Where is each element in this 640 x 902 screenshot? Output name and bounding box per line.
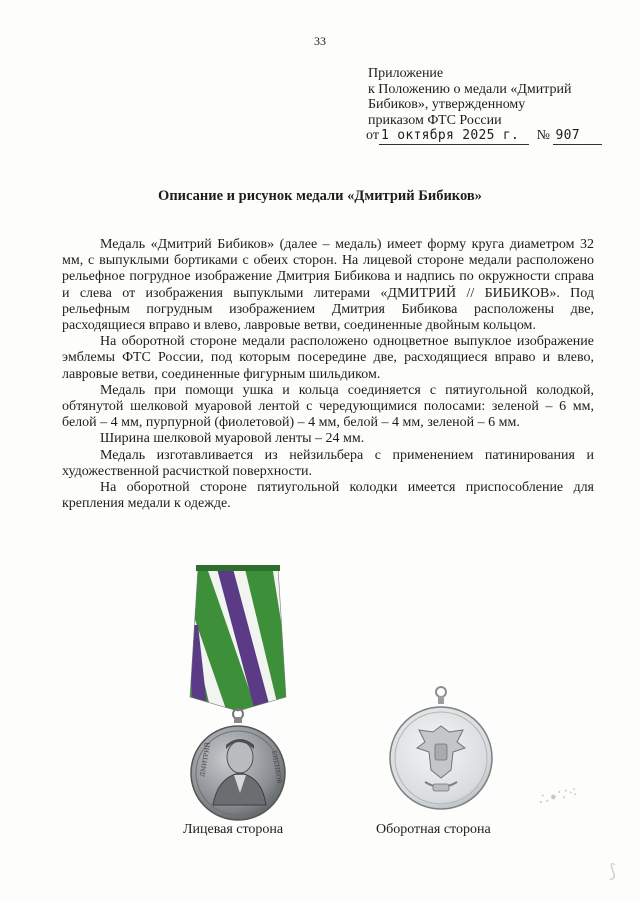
scan-mark: ∴∙∵⁖ — [536, 782, 580, 809]
appendix-line: к Положению о медали «Дмитрий — [368, 81, 572, 97]
appendix-line: приказом ФТС России — [368, 112, 502, 128]
scan-corner-mark: ⟆ — [608, 861, 616, 882]
document-title: Описание и рисунок медали «Дмитрий Бибиков» — [158, 188, 482, 204]
caption-front: Лицевая сторона — [183, 822, 284, 837]
appendix-line: Бибиков», утвержденному — [368, 97, 526, 112]
appendix-date-row — [366, 128, 602, 145]
appendix-block — [368, 66, 602, 145]
description-text — [62, 237, 594, 512]
paragraph: Ширина шелковой муаровой ленты – 24 мм. — [100, 431, 365, 447]
paragraph: Медаль изготавливается из нейзильбера с применением патинирования и художественной расчисткой поверхности. — [62, 447, 594, 479]
paragraph: На оборотной стороне пятиугольной колодки имеется приспособление для крепления медали к одежде. — [62, 480, 594, 512]
svg-text:БИБИКОВ: БИБИКОВ — [270, 750, 283, 785]
medal-back-image — [387, 684, 497, 816]
from-label: от — [366, 128, 379, 143]
paragraph: Медаль при помощи ушка и кольца соединяется с пятиугольной колодкой, обтянутой шелковой муаровой лентой с чередующимися полосами: зеленой – 6 мм, белой – 4 мм, пурпурной (фиолетовой) – 4 мм, белой – 4 мм, зеленой – 6 мм. — [62, 382, 594, 431]
appendix-line: Приложение — [368, 66, 444, 81]
paragraph: На оборотной стороне медали расположено одноцветное выпуклое изображение эмблемы ФТС России, под которым посередине две, расходящиеся вправо и влево, лавровые ветви, соединенные фигурным шильдиком. — [62, 334, 594, 382]
paragraph: Медаль «Дмитрий Бибиков» (далее – медаль) имеет форму круга диаметром 32 мм, с выпуклыми бортиками с обеих сторон. На лицевой стороне медали расположено рельефное погрудное изображение Дмитрия Бибикова и надпись по окружности справа и слева от изображения выпуклыми литерами «ДМИТРИЙ // БИБИКОВ». Под рельефным погрудным изображением Дмитрия Бибикова расположены две, расходящиеся вправо и влево, лавровые ветви, соединенные двойным кольцом. — [62, 237, 594, 334]
number-sign: № — [536, 128, 550, 143]
medal-front-image — [168, 565, 308, 823]
svg-text:ДМИТРИЙ: ДМИТРИЙ — [199, 741, 213, 778]
page-number: 33 — [314, 34, 326, 48]
order-number: 907 — [553, 128, 601, 145]
caption-back: Оборотная сторона — [376, 822, 491, 837]
order-date: 1 октября 2025 г. — [379, 128, 529, 145]
